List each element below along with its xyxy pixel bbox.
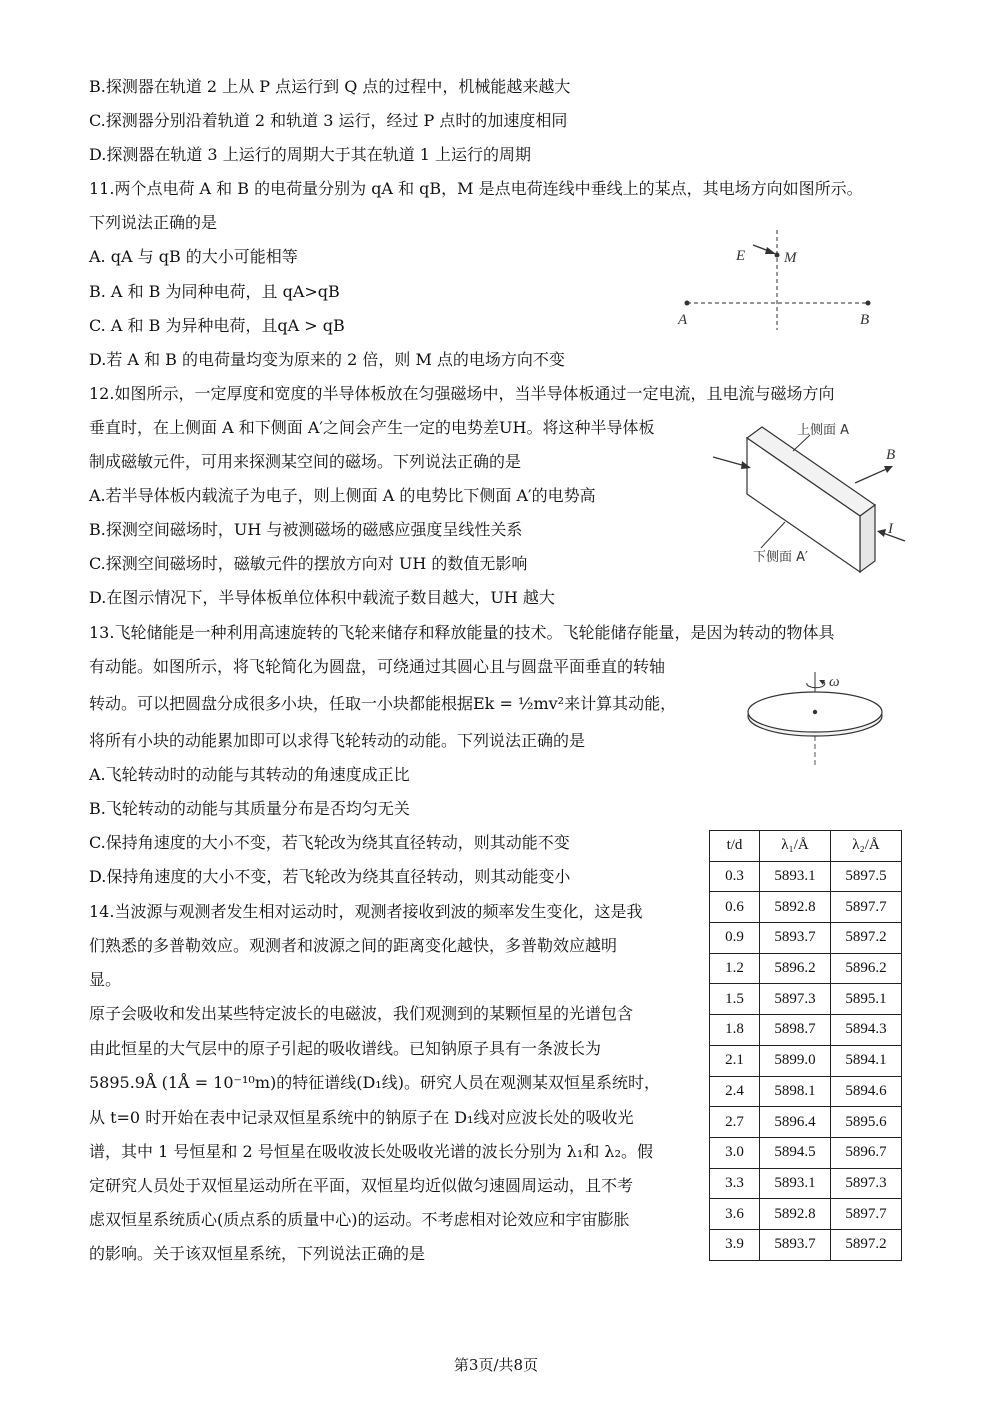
- table-cell: 0.9: [710, 923, 760, 954]
- q11-charge-figure: [670, 230, 890, 340]
- q12-option-c: C.探测空间磁场时，磁敏元件的摆放方向对 UH 的数值无影响: [89, 554, 528, 573]
- q12-stem-line2: 垂直时，在上侧面 A 和下侧面 A′之间会产生一定的电势差UH。将这种半导体板: [89, 418, 655, 437]
- q12-option-b: B.探测空间磁场时，UH 与被测磁场的磁感应强度呈线性关系: [89, 520, 523, 539]
- table-row: [710, 923, 902, 954]
- q10-option-b: B.探测器在轨道 2 上从 P 点运行到 Q 点的过程中，机械能越来越大: [89, 77, 571, 96]
- q13-option-d: D.保持角速度的大小不变，若飞轮改为绕其直径转动，则其动能变小: [89, 867, 571, 886]
- table-cell: 1.5: [710, 984, 760, 1015]
- table-row: [710, 1107, 902, 1138]
- q14-line9: 定研究人员处于双恒星运动所在平面，双恒星均近似做匀速圆周运动，且不考: [89, 1176, 634, 1195]
- table-cell: 5898.7: [760, 1015, 831, 1046]
- label-a: A: [678, 312, 688, 328]
- q12-option-a: A.若半导体板内载流子为电子，则上侧面 A 的电势比下侧面 A′的电势高: [89, 486, 596, 505]
- q13-option-a: A.飞轮转动时的动能与其转动的角速度成正比: [89, 765, 410, 784]
- table-cell: 5893.1: [760, 861, 831, 892]
- table-row: [710, 1045, 902, 1076]
- table-cell: 5895.1: [831, 984, 902, 1015]
- table-cell: 5896.7: [831, 1137, 902, 1168]
- table-cell: 5897.3: [831, 1168, 902, 1199]
- q11-option-b: B. A 和 B 为同种电荷，且 qA>qB: [89, 282, 340, 301]
- q13-option-b: B.飞轮转动的动能与其质量分布是否均匀无关: [89, 799, 410, 818]
- label-b: B: [860, 312, 870, 328]
- table-cell: 5893.7: [760, 923, 831, 954]
- table-body: [710, 861, 902, 1260]
- table-row: [710, 984, 902, 1015]
- label-bottom-face: 下侧面 A′: [753, 550, 808, 565]
- table-row: [710, 1015, 902, 1046]
- label-e: E: [736, 248, 746, 264]
- q14-line10: 虑双恒星系统质心(质点系的质量中心)的运动。不考虑相对论效应和宇宙膨胀: [89, 1210, 630, 1229]
- q14-line5: 由此恒星的大气层中的原子引起的吸收谱线。已知钠原子具有一条波长为: [89, 1039, 602, 1058]
- label-m: M: [784, 250, 797, 266]
- q14-line8: 谱，其中 1 号恒星和 2 号恒星在吸收波长处吸收光谱的波长分别为 λ₁和 λ₂。假: [89, 1142, 653, 1161]
- table-cell: 5892.8: [760, 1199, 831, 1230]
- table-row: [710, 1076, 902, 1107]
- table-cell: 5897.7: [831, 892, 902, 923]
- table-cell: 5899.0: [760, 1045, 831, 1076]
- charge-a-dot: [685, 301, 690, 306]
- table-cell: 5896.2: [760, 953, 831, 984]
- table-cell: 0.6: [710, 892, 760, 923]
- q13-stem-line3: 转动。可以把圆盘分成很多小块，任取一小块都能根据Ek = ½mv²来计算其动能，: [89, 694, 677, 713]
- q14-line2: 们熟悉的多普勒效应。观测者和波源之间的距离变化越快，多普勒效应越明: [89, 936, 618, 955]
- q11-stem-line1: 11.两个点电荷 A 和 B 的电荷量分别为 qA 和 qB，M 是点电荷连线中垂线上的某点，其电场方向如图所示。: [89, 179, 863, 198]
- header-lambda1: λ₁/Å: [760, 831, 831, 862]
- table-cell: 3.6: [710, 1199, 760, 1230]
- table-cell: 5894.5: [760, 1137, 831, 1168]
- table-row: [710, 1199, 902, 1230]
- q10-option-d: D.探测器在轨道 3 上运行的周期大于其在轨道 1 上运行的周期: [89, 145, 532, 164]
- label-top-face: 上侧面 A: [797, 423, 850, 438]
- table-cell: 5896.4: [760, 1107, 831, 1138]
- table-cell: 1.8: [710, 1015, 760, 1046]
- table-row: [710, 1168, 902, 1199]
- table-cell: 5894.1: [831, 1045, 902, 1076]
- q13-stem-line4: 将所有小块的动能累加即可以求得飞轮转动的动能。下列说法正确的是: [89, 731, 586, 750]
- q11-option-c: C. A 和 B 为异种电荷，且qA > qB: [89, 316, 345, 335]
- table-cell: 2.4: [710, 1076, 760, 1107]
- label-omega: ω: [829, 674, 840, 690]
- table-cell: 5897.2: [831, 1229, 902, 1260]
- header-time: t/d: [710, 831, 760, 862]
- q14-line7: 从 t=0 时开始在表中记录双恒星系统中的钠原子在 D₁线对应波长处的吸收光: [89, 1108, 634, 1127]
- bottom-face-leader: [761, 522, 785, 548]
- q13-flywheel-figure: [745, 670, 890, 770]
- table-cell: 3.3: [710, 1168, 760, 1199]
- table-cell: 5896.2: [831, 953, 902, 984]
- table-cell: 5895.6: [831, 1107, 902, 1138]
- q11-option-d: D.若 A 和 B 的电荷量均变为原来的 2 倍，则 M 点的电场方向不变: [89, 350, 565, 369]
- q12-stem-line1: 12.如图所示，一定厚度和宽度的半导体板放在匀强磁场中，当半导体板通过一定电流，且电流与磁场方向: [89, 384, 835, 403]
- table-cell: 5893.7: [760, 1229, 831, 1260]
- spectrum-table: [709, 830, 902, 1261]
- table-cell: 5893.1: [760, 1168, 831, 1199]
- table-header-row: [710, 831, 902, 862]
- page-footer: 第3页/共8页: [453, 1356, 539, 1374]
- table-cell: 5897.7: [831, 1199, 902, 1230]
- table-row: [710, 1137, 902, 1168]
- q14-line1: 14.当波源与观测者发生相对运动时，观测者接收到波的频率发生变化，这是我: [89, 902, 643, 921]
- q14-line6: 5895.9Å (1Å = 10⁻¹⁰m)的特征谱线(D₁线)。研究人员在观测某双恒星系统时，: [89, 1073, 660, 1092]
- table-cell: 5897.2: [831, 923, 902, 954]
- field-arrowhead-icon: [765, 247, 776, 254]
- q12-stem-line3: 制成磁敏元件，可用来探测某空间的磁场。下列说法正确的是: [89, 452, 522, 471]
- q11-option-a: A. qA 与 qB 的大小可能相等: [89, 247, 298, 266]
- table-row: [710, 1229, 902, 1260]
- q14-line3: 显。: [89, 970, 122, 989]
- point-m-dot: [775, 253, 780, 258]
- label-current: I: [888, 521, 893, 537]
- table-cell: 5897.3: [760, 984, 831, 1015]
- table-cell: 5897.5: [831, 861, 902, 892]
- current-arrowhead-icon: [877, 529, 886, 537]
- charge-b-dot: [866, 301, 871, 306]
- table-cell: 3.9: [710, 1229, 760, 1260]
- table-cell: 5894.6: [831, 1076, 902, 1107]
- table-cell: 5892.8: [760, 892, 831, 923]
- header-lambda2: λ₂/Å: [831, 831, 902, 862]
- table-cell: 3.0: [710, 1137, 760, 1168]
- q13-stem-line2: 有动能。如图所示，将飞轮简化为圆盘，可绕通过其圆心且与圆盘平面垂直的转轴: [89, 657, 666, 676]
- slab-side-face: [860, 505, 875, 572]
- table-cell: 5894.3: [831, 1015, 902, 1046]
- q14-line11: 的影响。关于该双恒星系统，下列说法正确的是: [89, 1244, 426, 1263]
- table-row: [710, 892, 902, 923]
- disc-center-dot: [813, 710, 817, 714]
- q11-stem-line2: 下列说法正确的是: [89, 213, 218, 232]
- q10-option-c: C.探测器分别沿着轨道 2 和轨道 3 运行，经过 P 点时的加速度相同: [89, 111, 568, 130]
- table-cell: 0.3: [710, 861, 760, 892]
- table-cell: 2.1: [710, 1045, 760, 1076]
- table-cell: 5898.1: [760, 1076, 831, 1107]
- q14-line4: 原子会吸收和发出某些特定波长的电磁波，我们观测到的某颗恒星的光谱包含: [89, 1004, 634, 1023]
- q13-stem-line1: 13.飞轮储能是一种利用高速旋转的飞轮来储存和释放能量的技术。飞轮能储存能量，是因为转动的物体具: [89, 623, 835, 642]
- table-row: [710, 953, 902, 984]
- q13-option-c: C.保持角速度的大小不变，若飞轮改为绕其直径转动，则其动能不变: [89, 833, 570, 852]
- table-cell: 2.7: [710, 1107, 760, 1138]
- table-cell: 1.2: [710, 953, 760, 984]
- table-row: [710, 861, 902, 892]
- q12-semiconductor-figure: [705, 415, 910, 575]
- q12-option-d: D.在图示情况下，半导体板单位体积中载流子数目越大，UH 越大: [89, 588, 555, 607]
- label-b-field: B: [886, 447, 896, 463]
